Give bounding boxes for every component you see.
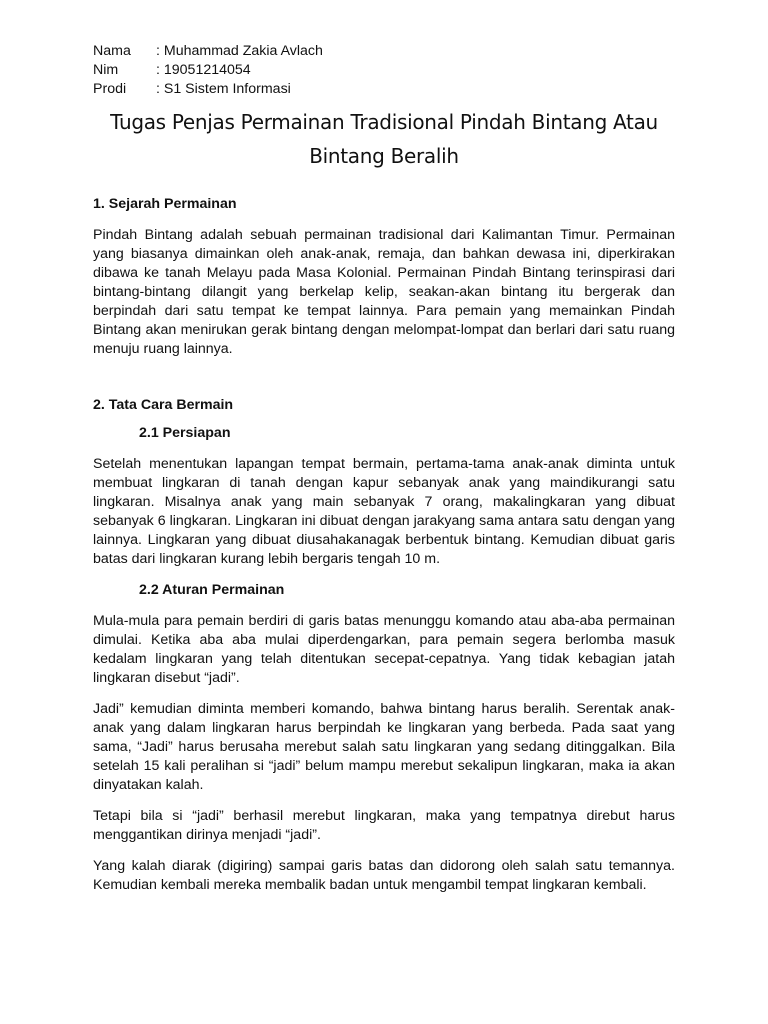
rules-paragraph-3: Tetapi bila si “jadi” berhasil merebut lingkaran, maka yang tempatnya direbut harus menggantikan dirinya menjadi “jadi”. [93, 808, 675, 843]
name-label: Nama [93, 43, 131, 59]
student-info [93, 42, 675, 99]
subsection-2-2-heading: 2.2 Aturan Permainan [139, 582, 285, 598]
rules-paragraph-4: Yang kalah diarak (digiring) sampai garis batas dan didorong oleh salah satu temannya. Kemudian kembali mereka membalik badan untuk mengambil tempat lingkaran kembali. [93, 858, 675, 893]
info-row-nim [93, 61, 675, 80]
info-row-name [93, 42, 675, 61]
prodi-value: : S1 Sistem Informasi [156, 81, 291, 97]
rules-paragraph-1: Mula-mula para pemain berdiri di garis batas menunggu komando atau aba-aba permainan dimulai. Ketika aba aba mulai diperdengarkan, para pemain segera berlomba masuk kedalam lingkaran yang telah ditentukan secepat-cepatnya. Yang tidak kebagian jatah lingkaran disebut “jadi”. [93, 613, 675, 686]
section-1-heading: 1. Sejarah Permainan [93, 196, 237, 212]
document-page [93, 42, 675, 895]
subsection-2-1-heading: 2.1 Persiapan [139, 425, 231, 441]
nim-label: Nim [93, 62, 119, 78]
section-1-paragraph: Pindah Bintang adalah sebuah permainan tradisional dari Kalimantan Timur. Permainan yang biasanya dimainkan oleh anak-anak, remaja, dan bahkan dewasa ini, diperkirakan dibawa ke tanah Melayu pada Masa Kolonial. Permainan Pindah Bintang terinspirasi dari bintang-bintang dilangit yang berkelap kelip, seakan-akan bintang itu bergerak dan berpindah dari satu tempat ke tempat lainnya. Para pemain yang memainkan Pindah Bintang akan menirukan gerak bintang dengan melompat-lompat dan berlari dari satu ruang menuju ruang lainnya. [93, 227, 675, 357]
prodi-label: Prodi [93, 81, 127, 97]
info-row-prodi [93, 80, 675, 99]
subsection-2-1-paragraph: Setelah menentukan lapangan tempat bermain, pertama-tama anak-anak diminta untuk membuat lingkaran di tanah dengan kapur sebanyak anak yang maindikurangi satu lingkaran. Misalnya anak yang main sebanyak 7 orang, makalingkaran yang dibuat sebanyak 6 lingkaran. Lingkaran ini dibuat dengan jarakyang sama antara satu dengan yang lainnya. Lingkaran yang dibuat diusahakanagak berbentuk bintang. Kemudian dibuat garis batas dari lingkaran kurang lebih bergaris tengah 10 m. [93, 456, 675, 567]
name-value: : Muhammad Zakia Avlach [156, 43, 323, 59]
section-2-heading: 2. Tata Cara Bermain [93, 397, 234, 413]
document-title: Tugas Penjas Permainan Tradisional Pindah Bintang Atau Bintang Beralih [110, 110, 658, 168]
rules-paragraph-2: Jadi” kemudian diminta memberi komando, bahwa bintang harus beralih. Serentak anak-anak yang dalam lingkaran harus berpindah ke lingkaran yang berbeda. Pada saat yang sama, “Jadi” harus berusaha merebut salah satu lingkaran yang sedang ditinggalkan. Bila setelah 15 kali peralihan si “jadi” belum mampu merebut sekalipun lingkaran, maka ia akan dinyatakan kalah. [93, 701, 675, 793]
nim-value: : 19051214054 [156, 62, 251, 78]
